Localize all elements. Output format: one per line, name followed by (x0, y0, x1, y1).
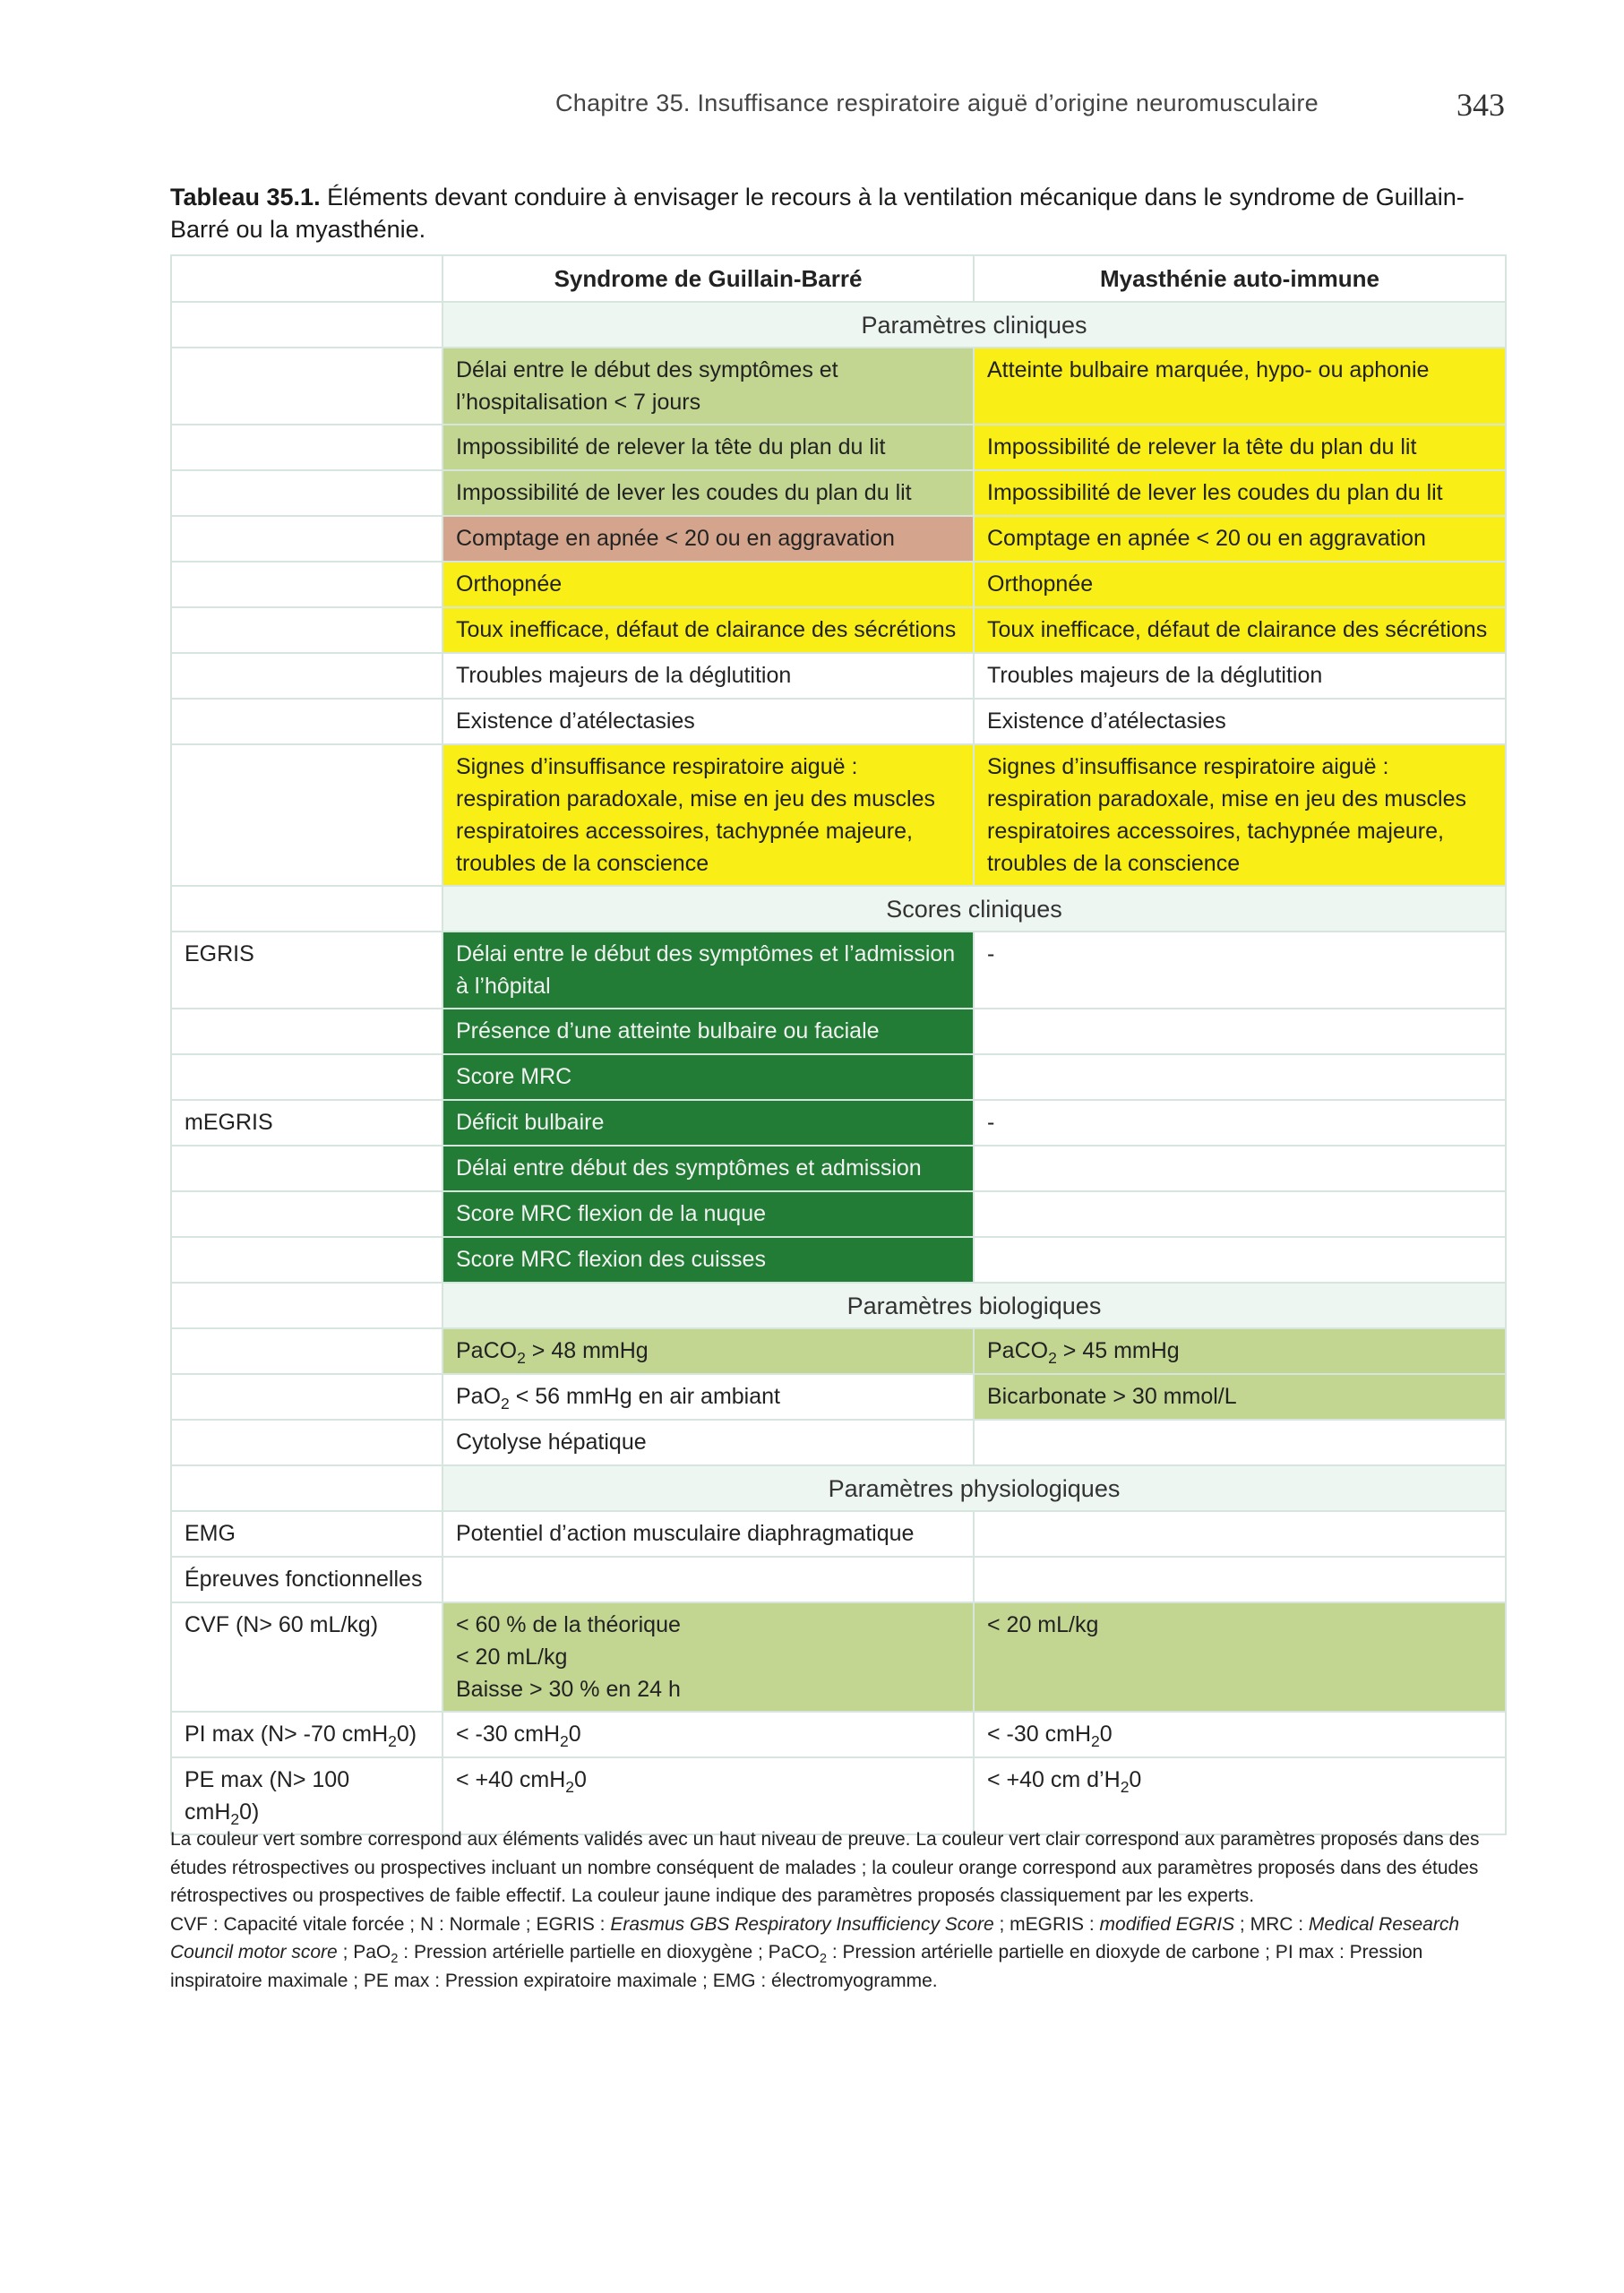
gbs-cell: Toux inefficace, défaut de clairance des sécrétions (443, 607, 974, 653)
abbr-text: : Pression artérielle partielle en dioxygène ; PaCO (398, 1942, 820, 1962)
abbr-text: ; MRC : (1234, 1913, 1309, 1935)
gbs-cell: Impossibilité de relever la tête du plan du lit (443, 425, 974, 470)
gbs-paco2-sub: 2 (517, 1349, 526, 1367)
section-biological: Paramètres biologiques (443, 1283, 1506, 1328)
gbs-cell: Délai entre le début des symptômes et l’hospitalisation < 7 jours (443, 348, 974, 425)
abbr-italic: Medical Research Council motor score (170, 1913, 1459, 1962)
section-row-biological (171, 1283, 1506, 1328)
row-label (171, 1054, 443, 1100)
gbs-cell: Potentiel d’action musculaire diaphragmatique (443, 1511, 974, 1557)
section-clinical: Paramètres cliniques (443, 302, 1506, 348)
section-row-scores (171, 886, 1506, 932)
pimax-gbs-post: 0 (568, 1722, 581, 1747)
pimax-mg-post: 0 (1099, 1722, 1113, 1747)
row-label (171, 516, 443, 562)
gbs-cell: Cytolyse hépatique (443, 1420, 974, 1465)
section-row-physiological (171, 1465, 1506, 1511)
cvf-gbs-line: < 20 mL/kg (456, 1645, 568, 1670)
section-physiological: Paramètres physiologiques (443, 1465, 1506, 1511)
page-number: 343 (1456, 87, 1505, 123)
section-scores: Scores cliniques (443, 886, 1506, 932)
gbs-cell: Score MRC (443, 1054, 974, 1100)
mg-cell: Bicarbonate > 30 mmol/L (974, 1374, 1506, 1420)
gbs-cell: Comptage en apnée < 20 ou en aggravation (443, 516, 974, 562)
header-empty (171, 255, 443, 302)
row-label: EMG (171, 1511, 443, 1557)
table-row (171, 1191, 1506, 1237)
gbs-cell (443, 1328, 974, 1374)
mg-paco2-post: > 45 mmHg (1056, 1338, 1180, 1363)
pimax-gbs-pre: < -30 cmH (456, 1722, 561, 1747)
gbs-cell (443, 1712, 974, 1757)
criteria-table (170, 254, 1507, 1835)
table-row (171, 699, 1506, 744)
gbs-cell: Score MRC flexion des cuisses (443, 1237, 974, 1283)
row-label (171, 470, 443, 516)
row-label (171, 1009, 443, 1054)
mg-cell (974, 1009, 1506, 1054)
table-row (171, 1146, 1506, 1191)
mg-cell: Comptage en apnée < 20 ou en aggravation (974, 516, 1506, 562)
table-row (171, 744, 1506, 886)
pemax-gbs-pre: < +40 cmH (456, 1767, 566, 1792)
row-label (171, 1374, 443, 1420)
row-label (171, 1420, 443, 1465)
row-label: EGRIS (171, 932, 443, 1009)
row-label (171, 653, 443, 699)
table-row (171, 1100, 1506, 1146)
table-container (170, 254, 1505, 1835)
caption-text: Éléments devant conduire à envisager le recours à la ventilation mécanique dans le syndrome de Guillain-Barré ou la myasthénie. (170, 184, 1465, 243)
row-label (171, 425, 443, 470)
table-row (171, 653, 1506, 699)
section-label-cell (171, 302, 443, 348)
table-row (171, 470, 1506, 516)
mg-cell: Existence d’atélectasies (974, 699, 1506, 744)
mg-cell: Impossibilité de relever la tête du plan du lit (974, 425, 1506, 470)
mg-cell (974, 1328, 1506, 1374)
gbs-cell (443, 1557, 974, 1602)
pimax-mg-pre: < -30 cmH (987, 1722, 1092, 1747)
mg-cell (974, 1420, 1506, 1465)
row-label (171, 1757, 443, 1834)
mg-cell: < 20 mL/kg (974, 1602, 1506, 1712)
mg-cell (974, 1191, 1506, 1237)
table-caption (170, 181, 1514, 245)
mg-cell: Signes d’insuffisance respiratoire aiguë : respiration paradoxale, mise en jeu des muscles respiratoires accessoires, tachypnée majeure, troubles de la conscience (974, 744, 1506, 886)
abbr-sub: 2 (819, 1952, 828, 1967)
cvf-gbs-line: Baisse > 30 % en 24 h (456, 1677, 681, 1702)
gbs-pao2-sub: 2 (501, 1395, 510, 1413)
table-row (171, 1374, 1506, 1420)
table-row (171, 607, 1506, 653)
gbs-cell (443, 1757, 974, 1834)
row-label (171, 1237, 443, 1283)
mg-cell: Orthopnée (974, 562, 1506, 607)
abbr-text: ; mEGRIS : (993, 1913, 1100, 1935)
mg-cell (974, 1757, 1506, 1834)
pemax-label-sub: 2 (230, 1810, 240, 1828)
gbs-cell: Délai entre le début des symptômes et l’admission à l’hôpital (443, 932, 974, 1009)
table-header-row (171, 255, 1506, 302)
running-head: Chapitre 35. Insuffisance respiratoire aiguë d’origine neuromusculaire (555, 90, 1319, 116)
mg-paco2-sub: 2 (1048, 1349, 1057, 1367)
gbs-cell (443, 1374, 974, 1420)
table-row (171, 1420, 1506, 1465)
pemax-label-post: 0) (239, 1799, 260, 1825)
row-label (171, 1712, 443, 1757)
abbr-italic: Erasmus GBS Respiratory Insufficiency Score (610, 1913, 994, 1935)
table-row (171, 1328, 1506, 1374)
row-label (171, 348, 443, 425)
gbs-paco2-post: > 48 mmHg (525, 1338, 649, 1363)
table-row (171, 1757, 1506, 1834)
gbs-cell: Présence d’une atteinte bulbaire ou faciale (443, 1009, 974, 1054)
pemax-mg-post: 0 (1129, 1767, 1142, 1792)
pimax-gbs-sub: 2 (560, 1732, 569, 1750)
mg-cell (974, 1557, 1506, 1602)
header-gbs: Syndrome de Guillain-Barré (443, 255, 974, 302)
mg-cell (974, 1146, 1506, 1191)
table-row (171, 1511, 1506, 1557)
table-row (171, 562, 1506, 607)
section-label-cell (171, 1283, 443, 1328)
abbr-text: ; PaO (337, 1942, 391, 1962)
gbs-cell: Orthopnée (443, 562, 974, 607)
pimax-label-post: 0) (396, 1722, 417, 1747)
pimax-mg-sub: 2 (1091, 1732, 1100, 1750)
abbr-sub: 2 (391, 1952, 399, 1967)
mg-cell: - (974, 932, 1506, 1009)
mg-cell (974, 1511, 1506, 1557)
table-row (171, 348, 1506, 425)
table-row (171, 932, 1506, 1009)
gbs-cell: Délai entre début des symptômes et admission (443, 1146, 974, 1191)
row-label: CVF (N> 60 mL/kg) (171, 1602, 443, 1712)
row-label (171, 699, 443, 744)
gbs-cell (443, 1602, 974, 1712)
gbs-cell: Déficit bulbaire (443, 1100, 974, 1146)
mg-cell: Toux inefficace, défaut de clairance des sécrétions (974, 607, 1506, 653)
mg-cell (974, 1237, 1506, 1283)
mg-cell (974, 1054, 1506, 1100)
table-row (171, 425, 1506, 470)
abbr-text: : Pression artérielle partielle en dioxyde de carbone ; PI max : Pression inspiratoire maximale ; PE max : Pression expiratoire maximale ; EMG : électromyogramme. (170, 1942, 1423, 1991)
section-label-cell (171, 1465, 443, 1511)
mg-cell: Impossibilité de lever les coudes du plan du lit (974, 470, 1506, 516)
pemax-mg-sub: 2 (1120, 1778, 1130, 1796)
pemax-mg-pre: < +40 cm d’H (987, 1767, 1121, 1792)
pemax-gbs-post: 0 (574, 1767, 587, 1792)
gbs-cell: Existence d’atélectasies (443, 699, 974, 744)
row-label (171, 607, 443, 653)
gbs-cell: Troubles majeurs de la déglutition (443, 653, 974, 699)
row-label (171, 562, 443, 607)
mg-cell: Atteinte bulbaire marquée, hypo- ou aphonie (974, 348, 1506, 425)
table-row (171, 1237, 1506, 1283)
footnote-colors: La couleur vert sombre correspond aux éléments validés avec un haut niveau de preuve. La couleur vert clair correspond aux paramètres proposés dans des études rétrospectives ou prospectives incluant un nombre conséquent de malades ; la couleur orange correspond aux paramètres proposés dans des études rétrospectives ou prospectives de faible effectif. La couleur jaune indique des paramètres proposés classiquement par les experts. (170, 1829, 1480, 1906)
abbr-italic: modified EGRIS (1099, 1913, 1235, 1935)
table-footnote (170, 1825, 1514, 1995)
gbs-paco2-pre: PaCO (456, 1338, 518, 1363)
table-row (171, 1602, 1506, 1712)
mg-cell: - (974, 1100, 1506, 1146)
row-label (171, 744, 443, 886)
gbs-pao2-pre: PaO (456, 1384, 502, 1409)
row-label (171, 1191, 443, 1237)
pimax-label-pre: PI max (N> -70 cmH (185, 1722, 389, 1747)
gbs-cell: Score MRC flexion de la nuque (443, 1191, 974, 1237)
mg-paco2-pre: PaCO (987, 1338, 1049, 1363)
abbr-text: CVF : Capacité vitale forcée ; N : Normale ; EGRIS : (170, 1913, 611, 1935)
table-row (171, 1557, 1506, 1602)
caption-label: Tableau 35.1. (170, 184, 321, 210)
cvf-gbs-line: < 60 % de la théorique (456, 1612, 681, 1637)
row-label (171, 1328, 443, 1374)
pimax-label-sub: 2 (388, 1732, 397, 1750)
gbs-cell: Impossibilité de lever les coudes du plan du lit (443, 470, 974, 516)
row-label: Épreuves fonctionnelles (171, 1557, 443, 1602)
row-label (171, 1146, 443, 1191)
footnote-abbreviations (170, 1911, 1514, 1996)
table-row (171, 1009, 1506, 1054)
header-mg: Myasthénie auto-immune (974, 255, 1506, 302)
table-row (171, 1712, 1506, 1757)
section-label-cell (171, 886, 443, 932)
section-row-clinical (171, 302, 1506, 348)
table-row (171, 516, 1506, 562)
gbs-cell: Signes d’insuffisance respiratoire aiguë : respiration paradoxale, mise en jeu des muscles respiratoires accessoires, tachypnée majeure, troubles de la conscience (443, 744, 974, 886)
gbs-pao2-post: < 56 mmHg en air ambiant (509, 1384, 780, 1409)
table-row (171, 1054, 1506, 1100)
pemax-label-pre: PE max (N> 100 cmH (185, 1767, 350, 1825)
mg-cell (974, 1712, 1506, 1757)
mg-cell: Troubles majeurs de la déglutition (974, 653, 1506, 699)
pemax-gbs-sub: 2 (565, 1778, 575, 1796)
row-label: mEGRIS (171, 1100, 443, 1146)
